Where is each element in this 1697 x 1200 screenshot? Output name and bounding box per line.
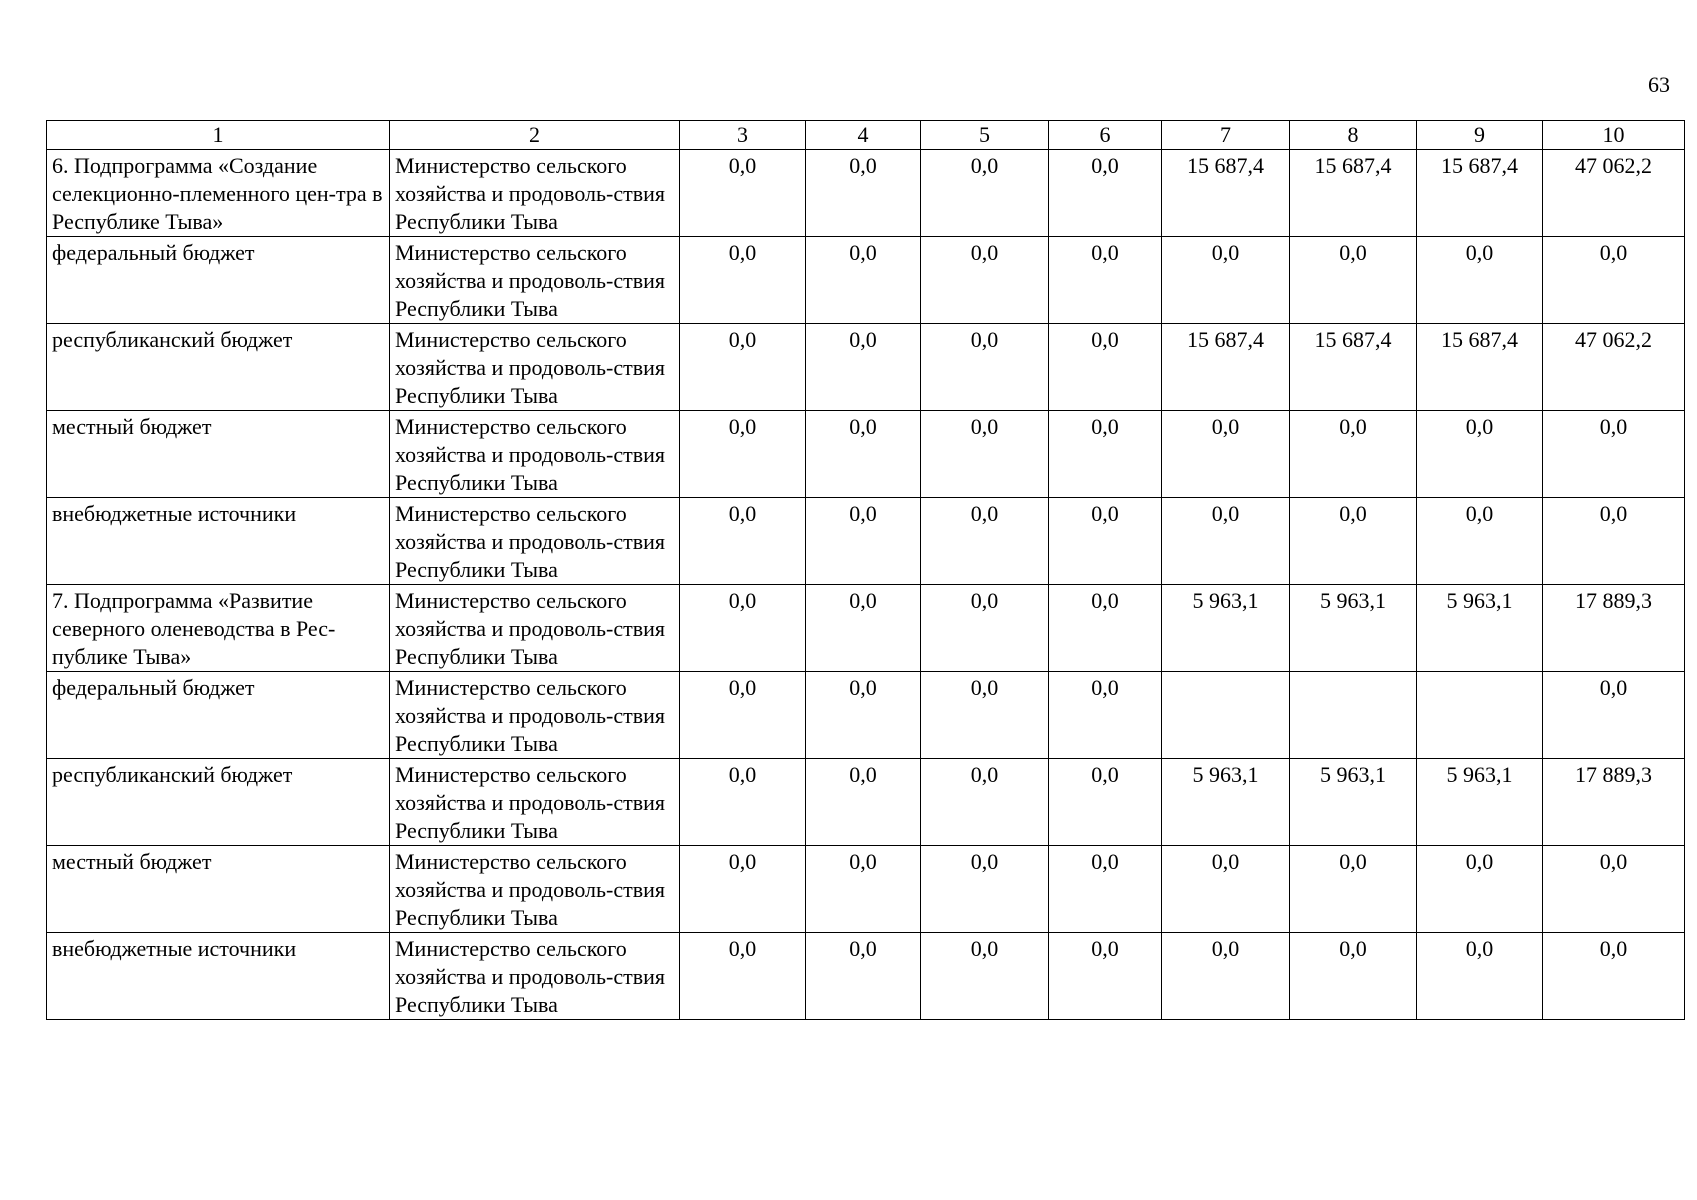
value-cell: 0,0 <box>921 150 1049 237</box>
value-cell: 0,0 <box>806 150 921 237</box>
table-row <box>47 237 1685 324</box>
budget-table <box>46 120 1685 1020</box>
value-cell: 5 963,1 <box>1162 759 1290 846</box>
value-cell: 0,0 <box>1290 237 1417 324</box>
value-cell: 0,0 <box>1049 933 1162 1020</box>
value-cell: 0,0 <box>806 237 921 324</box>
column-header: 3 <box>680 121 806 150</box>
value-cell: 0,0 <box>806 672 921 759</box>
table-row <box>47 846 1685 933</box>
row-name-cell: республиканский бюджет <box>47 759 390 846</box>
column-header: 1 <box>47 121 390 150</box>
value-cell: 0,0 <box>680 498 806 585</box>
value-cell: 5 963,1 <box>1417 585 1543 672</box>
value-cell: 0,0 <box>1290 933 1417 1020</box>
value-cell: 0,0 <box>1290 498 1417 585</box>
value-cell: 0,0 <box>806 846 921 933</box>
page-number: 63 <box>1648 72 1670 97</box>
value-cell: 0,0 <box>680 846 806 933</box>
value-cell: 5 963,1 <box>1417 759 1543 846</box>
row-name-cell: федеральный бюджет <box>47 237 390 324</box>
table-row <box>47 411 1685 498</box>
table-row <box>47 150 1685 237</box>
column-header: 7 <box>1162 121 1290 150</box>
value-cell: 0,0 <box>806 585 921 672</box>
value-cell: 0,0 <box>1049 411 1162 498</box>
value-cell: 0,0 <box>1543 846 1685 933</box>
value-cell: 5 963,1 <box>1290 759 1417 846</box>
row-name-cell: местный бюджет <box>47 411 390 498</box>
table-row <box>47 672 1685 759</box>
value-cell: 0,0 <box>680 324 806 411</box>
value-cell: 17 889,3 <box>1543 759 1685 846</box>
executor-cell: Министерство сельского хозяйства и продоволь-ствия Республики Тыва <box>390 846 680 933</box>
column-header: 6 <box>1049 121 1162 150</box>
value-cell: 0,0 <box>1543 933 1685 1020</box>
value-cell <box>1417 672 1543 759</box>
value-cell: 0,0 <box>1417 411 1543 498</box>
value-cell: 15 687,4 <box>1290 324 1417 411</box>
column-header: 2 <box>390 121 680 150</box>
executor-cell: Министерство сельского хозяйства и продоволь-ствия Республики Тыва <box>390 324 680 411</box>
value-cell: 17 889,3 <box>1543 585 1685 672</box>
value-cell: 0,0 <box>1049 498 1162 585</box>
value-cell: 47 062,2 <box>1543 324 1685 411</box>
value-cell: 0,0 <box>921 237 1049 324</box>
value-cell: 15 687,4 <box>1417 150 1543 237</box>
value-cell: 0,0 <box>921 411 1049 498</box>
value-cell: 0,0 <box>1417 498 1543 585</box>
value-cell: 0,0 <box>1290 411 1417 498</box>
value-cell: 0,0 <box>1049 846 1162 933</box>
column-header: 5 <box>921 121 1049 150</box>
value-cell: 5 963,1 <box>1290 585 1417 672</box>
row-name-cell: федеральный бюджет <box>47 672 390 759</box>
value-cell: 0,0 <box>1049 237 1162 324</box>
value-cell: 0,0 <box>806 324 921 411</box>
value-cell: 0,0 <box>806 498 921 585</box>
row-name-cell: местный бюджет <box>47 846 390 933</box>
value-cell: 0,0 <box>921 498 1049 585</box>
executor-cell: Министерство сельского хозяйства и продоволь-ствия Республики Тыва <box>390 237 680 324</box>
table-row <box>47 585 1685 672</box>
table-row <box>47 498 1685 585</box>
value-cell: 0,0 <box>1162 411 1290 498</box>
value-cell: 0,0 <box>1162 237 1290 324</box>
value-cell: 0,0 <box>921 672 1049 759</box>
table-row <box>47 759 1685 846</box>
column-header: 9 <box>1417 121 1543 150</box>
value-cell: 0,0 <box>1049 585 1162 672</box>
value-cell: 0,0 <box>1543 672 1685 759</box>
header-row <box>47 121 1685 150</box>
value-cell: 0,0 <box>1417 846 1543 933</box>
value-cell: 0,0 <box>1543 498 1685 585</box>
table-row <box>47 933 1685 1020</box>
row-name-cell: внебюджетные источники <box>47 933 390 1020</box>
value-cell: 0,0 <box>1543 237 1685 324</box>
column-header: 8 <box>1290 121 1417 150</box>
value-cell: 0,0 <box>806 933 921 1020</box>
row-name-cell: внебюджетные источники <box>47 498 390 585</box>
value-cell: 0,0 <box>680 759 806 846</box>
row-name-cell: республиканский бюджет <box>47 324 390 411</box>
value-cell: 15 687,4 <box>1162 150 1290 237</box>
value-cell: 0,0 <box>680 411 806 498</box>
executor-cell: Министерство сельского хозяйства и продоволь-ствия Республики Тыва <box>390 498 680 585</box>
value-cell: 0,0 <box>1049 759 1162 846</box>
value-cell: 0,0 <box>1543 411 1685 498</box>
executor-cell: Министерство сельского хозяйства и продоволь-ствия Республики Тыва <box>390 759 680 846</box>
value-cell: 0,0 <box>921 933 1049 1020</box>
value-cell: 15 687,4 <box>1162 324 1290 411</box>
value-cell: 0,0 <box>1049 672 1162 759</box>
value-cell: 0,0 <box>680 150 806 237</box>
column-header: 4 <box>806 121 921 150</box>
executor-cell: Министерство сельского хозяйства и продоволь-ствия Республики Тыва <box>390 585 680 672</box>
value-cell: 0,0 <box>1162 933 1290 1020</box>
table-row <box>47 324 1685 411</box>
executor-cell: Министерство сельского хозяйства и продоволь-ствия Республики Тыва <box>390 672 680 759</box>
value-cell: 0,0 <box>680 933 806 1020</box>
value-cell: 0,0 <box>1049 150 1162 237</box>
value-cell: 0,0 <box>680 672 806 759</box>
executor-cell: Министерство сельского хозяйства и продоволь-ствия Республики Тыва <box>390 411 680 498</box>
value-cell: 0,0 <box>680 237 806 324</box>
value-cell <box>1162 672 1290 759</box>
value-cell: 47 062,2 <box>1543 150 1685 237</box>
executor-cell: Министерство сельского хозяйства и продоволь-ствия Республики Тыва <box>390 150 680 237</box>
value-cell: 15 687,4 <box>1417 324 1543 411</box>
value-cell: 0,0 <box>1049 324 1162 411</box>
value-cell: 5 963,1 <box>1162 585 1290 672</box>
row-name-cell: 6. Подпрограмма «Создание селекционно-племенного цен-тра в Республике Тыва» <box>47 150 390 237</box>
value-cell: 0,0 <box>1417 237 1543 324</box>
value-cell: 0,0 <box>1162 846 1290 933</box>
value-cell: 15 687,4 <box>1290 150 1417 237</box>
value-cell: 0,0 <box>921 759 1049 846</box>
value-cell: 0,0 <box>1162 498 1290 585</box>
executor-cell: Министерство сельского хозяйства и продоволь-ствия Республики Тыва <box>390 933 680 1020</box>
value-cell: 0,0 <box>1290 846 1417 933</box>
value-cell: 0,0 <box>921 846 1049 933</box>
row-name-cell: 7. Подпрограмма «Развитие северного оленеводства в Рес-публике Тыва» <box>47 585 390 672</box>
column-header: 10 <box>1543 121 1685 150</box>
value-cell: 0,0 <box>1417 933 1543 1020</box>
value-cell: 0,0 <box>921 585 1049 672</box>
value-cell <box>1290 672 1417 759</box>
value-cell: 0,0 <box>806 759 921 846</box>
value-cell: 0,0 <box>806 411 921 498</box>
value-cell: 0,0 <box>680 585 806 672</box>
value-cell: 0,0 <box>921 324 1049 411</box>
